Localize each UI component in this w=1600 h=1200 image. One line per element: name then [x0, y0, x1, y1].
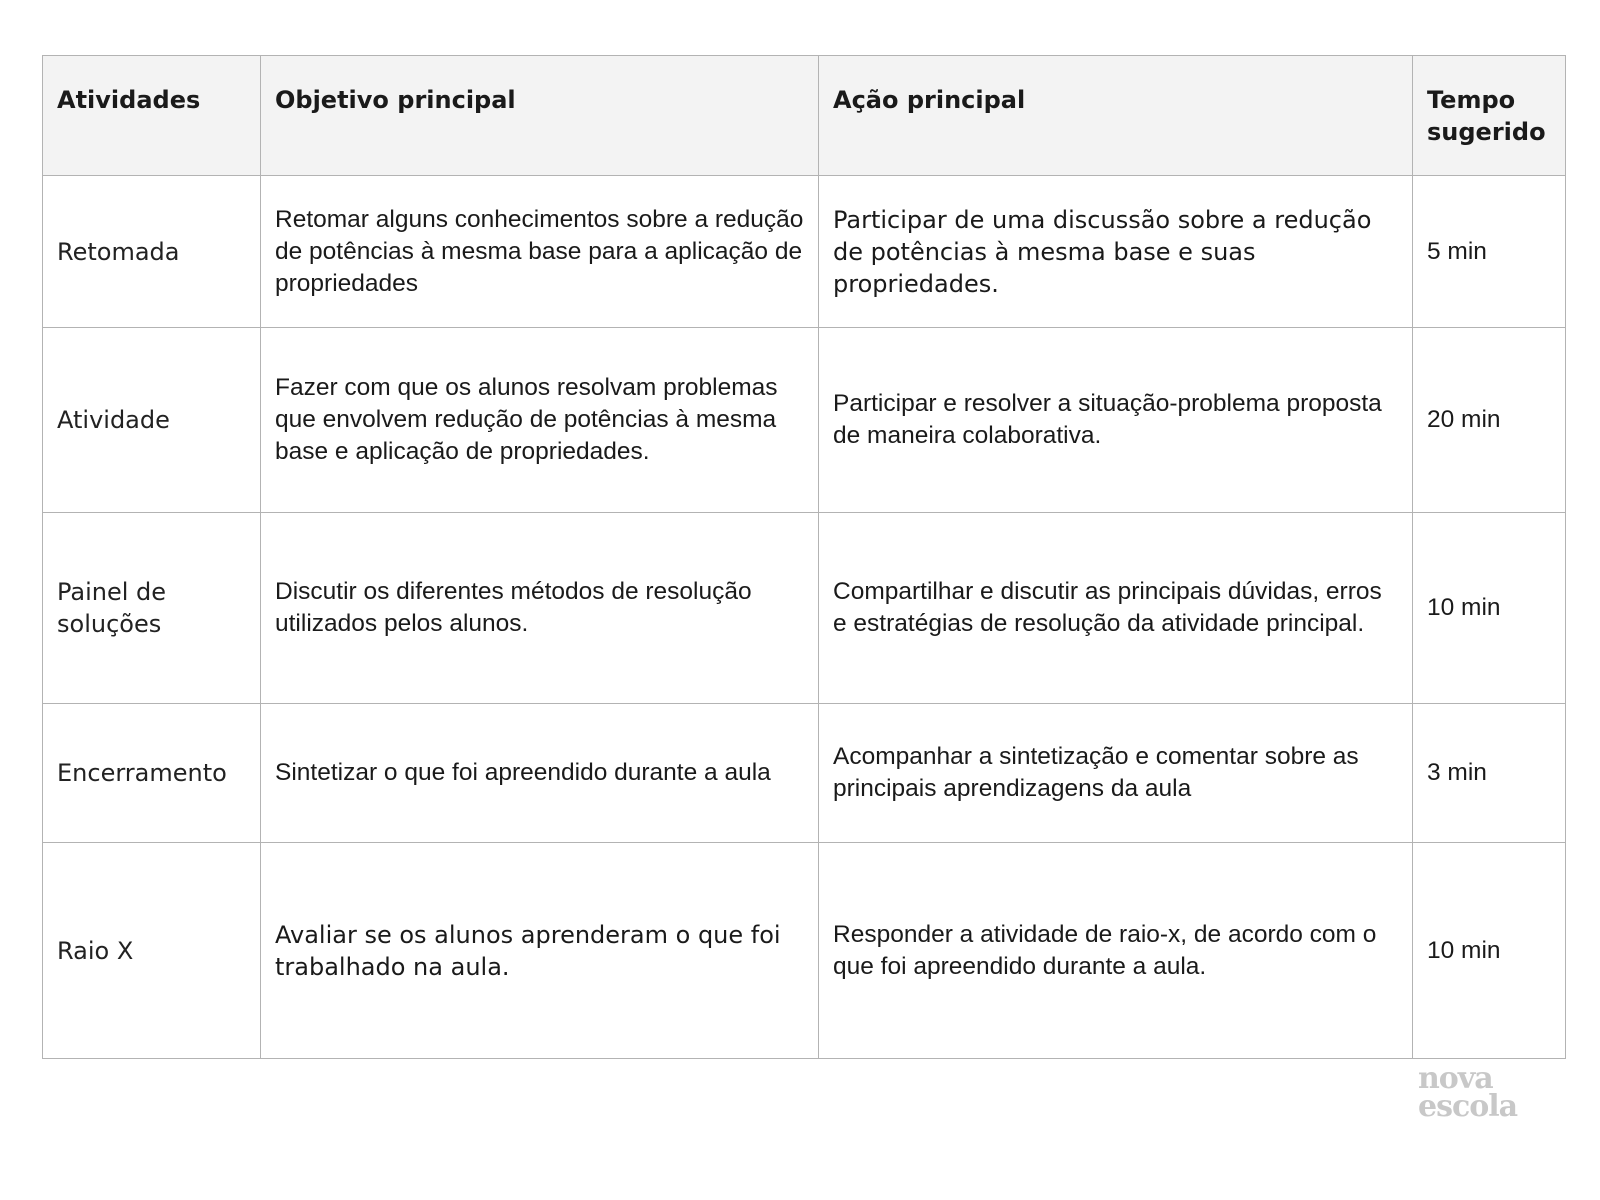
header-atividades: Atividades — [43, 56, 261, 176]
table-row — [43, 513, 1566, 704]
table-row — [43, 328, 1566, 513]
table-row — [43, 843, 1566, 1059]
cell-atividade: Encerramento — [43, 704, 261, 843]
cell-tempo: 10 min — [1413, 513, 1566, 704]
cell-acao: Acompanhar a sintetização e comentar sobre as principais aprendizagens da aula — [819, 704, 1413, 843]
header-objetivo-principal: Objetivo principal — [261, 56, 819, 176]
cell-atividade: Painel de soluções — [43, 513, 261, 704]
cell-tempo: 20 min — [1413, 328, 1566, 513]
nova-escola-logo — [1418, 1061, 1518, 1124]
cell-atividade: Raio X — [43, 843, 261, 1059]
cell-tempo: 10 min — [1413, 843, 1566, 1059]
cell-acao: Responder a atividade de raio-x, de acordo com o que foi apreendido durante a aula. — [819, 843, 1413, 1059]
cell-acao: Compartilhar e discutir as principais dúvidas, erros e estratégias de resolução da atividade principal. — [819, 513, 1413, 704]
cell-objetivo: Retomar alguns conhecimentos sobre a redução de potências à mesma base para a aplicação de propriedades — [261, 176, 819, 328]
cell-atividade: Retomada — [43, 176, 261, 328]
header-acao-principal: Ação principal — [819, 56, 1413, 176]
cell-objetivo: Fazer com que os alunos resolvam problemas que envolvem redução de potências à mesma base e aplicação de propriedades. — [261, 328, 819, 513]
cell-objetivo: Sintetizar o que foi apreendido durante a aula — [261, 704, 819, 843]
table-header-row — [43, 56, 1566, 176]
cell-acao: Participar e resolver a situação-problema proposta de maneira colaborativa. — [819, 328, 1413, 513]
logo-line-1: nova — [1418, 1061, 1493, 1096]
lesson-plan-table — [42, 55, 1566, 1059]
cell-atividade: Atividade — [43, 328, 261, 513]
header-tempo-sugerido: Tempo sugerido — [1413, 56, 1566, 176]
cell-objetivo: Avaliar se os alunos aprenderam o que foi trabalhado na aula. — [261, 843, 819, 1059]
cell-objetivo: Discutir os diferentes métodos de resolução utilizados pelos alunos. — [261, 513, 819, 704]
table-row — [43, 176, 1566, 328]
table-row — [43, 704, 1566, 843]
cell-tempo: 5 min — [1413, 176, 1566, 328]
logo-line-2: escola — [1418, 1089, 1518, 1124]
cell-tempo: 3 min — [1413, 704, 1566, 843]
cell-acao: Participar de uma discussão sobre a redução de potências à mesma base e suas propriedades. — [819, 176, 1413, 328]
